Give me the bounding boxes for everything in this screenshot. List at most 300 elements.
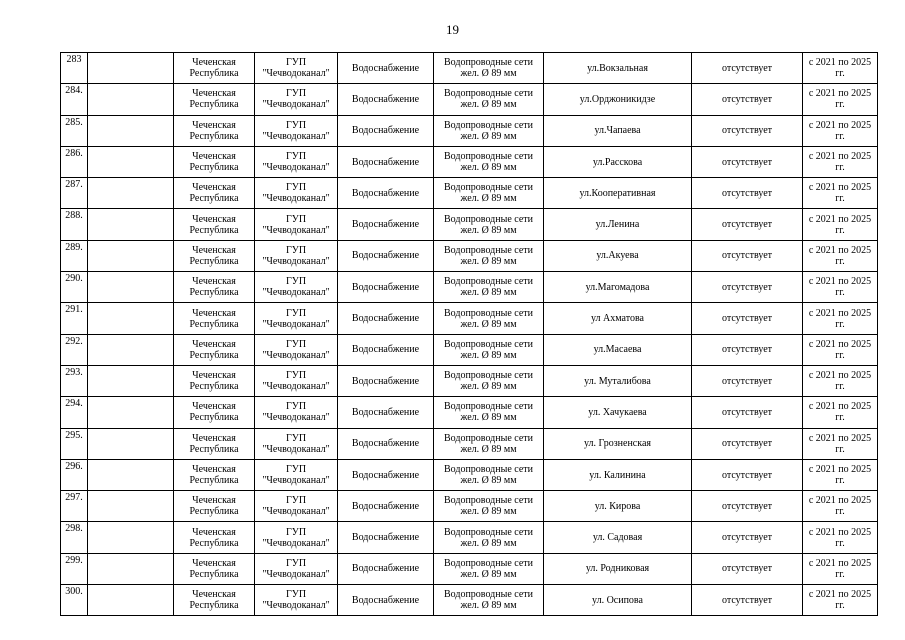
table-row <box>61 209 878 240</box>
region-cell <box>174 303 255 334</box>
row-number-cell: 294. <box>61 397 88 428</box>
region-cell <box>174 553 255 584</box>
object-line: жел. Ø 89 мм <box>460 537 517 549</box>
region-line: Чеченская <box>192 151 236 163</box>
region-line: Чеченская <box>192 88 236 100</box>
operator-cell <box>255 178 338 209</box>
period-cell <box>803 240 878 271</box>
region-line: Чеченская <box>192 464 236 475</box>
object-line: жел. Ø 89 мм <box>460 412 517 424</box>
empty-cell <box>88 272 174 303</box>
row-number-cell: 300. <box>61 585 88 616</box>
service-cell: Водоснабжение <box>338 459 434 490</box>
region-line: Чеченская <box>192 119 236 131</box>
region-cell <box>174 491 255 522</box>
period-line: с 2021 по 2025 <box>808 213 872 225</box>
region-cell <box>174 585 255 616</box>
region-cell <box>174 84 255 115</box>
service-cell: Водоснабжение <box>338 84 434 115</box>
operator-cell <box>255 522 338 553</box>
street-cell: ул.Кооперативная <box>544 178 692 209</box>
region-cell <box>174 522 255 553</box>
operator-line: "Чечводоканал" <box>262 255 330 267</box>
period-line: гг. <box>835 224 845 236</box>
region-line: Республика <box>189 568 239 580</box>
period-cell <box>803 491 878 522</box>
operator-line: "Чечводоканал" <box>262 318 330 330</box>
empty-cell <box>88 553 174 584</box>
service-cell: Водоснабжение <box>338 397 434 428</box>
operator-line: "Чечводоканал" <box>262 130 330 142</box>
period-line: с 2021 по 2025 <box>808 88 872 100</box>
service-cell: Водоснабжение <box>338 585 434 616</box>
table-row <box>61 240 878 271</box>
period-line: гг. <box>835 193 845 205</box>
row-number-cell: 283 <box>61 53 88 84</box>
table-row <box>61 53 878 84</box>
period-line: с 2021 по 2025 <box>808 307 872 319</box>
period-line: гг. <box>835 443 845 455</box>
table-row <box>61 553 878 584</box>
operator-line: "Чечводоканал" <box>262 99 330 111</box>
street-cell: ул. Грозненская <box>544 428 692 459</box>
region-cell <box>174 115 255 146</box>
status-cell: отсутствует <box>692 428 803 459</box>
service-cell: Водоснабжение <box>338 240 434 271</box>
object-line: Водопроводные сети <box>443 589 533 601</box>
region-line: Республика <box>189 224 239 236</box>
object-line: жел. Ø 89 мм <box>460 349 517 361</box>
empty-cell <box>88 84 174 115</box>
object-line: жел. Ø 89 мм <box>460 68 517 80</box>
period-line: с 2021 по 2025 <box>808 338 872 350</box>
region-line: Республика <box>189 162 239 174</box>
operator-line: "Чечводоканал" <box>262 443 330 455</box>
object-line: жел. Ø 89 мм <box>460 381 517 393</box>
period-cell <box>803 146 878 177</box>
period-cell <box>803 522 878 553</box>
operator-line: "Чечводоканал" <box>262 381 330 393</box>
operator-cell <box>255 585 338 616</box>
street-cell: ул.Ленина <box>544 209 692 240</box>
empty-cell <box>88 365 174 396</box>
operator-cell <box>255 53 338 84</box>
operator-line: "Чечводоканал" <box>262 537 330 549</box>
row-number-cell: 284. <box>61 84 88 115</box>
object-cell <box>434 397 544 428</box>
status-cell: отсутствует <box>692 178 803 209</box>
period-line: с 2021 по 2025 <box>808 464 872 475</box>
period-cell <box>803 209 878 240</box>
period-line: с 2021 по 2025 <box>808 526 872 538</box>
period-line: гг. <box>835 412 845 424</box>
object-cell <box>434 303 544 334</box>
service-cell: Водоснабжение <box>338 491 434 522</box>
row-number-cell: 286. <box>61 146 88 177</box>
operator-cell <box>255 397 338 428</box>
period-cell <box>803 428 878 459</box>
region-line: Чеченская <box>192 213 236 225</box>
empty-cell <box>88 585 174 616</box>
period-line: с 2021 по 2025 <box>808 244 872 256</box>
region-line: Республика <box>189 475 239 486</box>
street-cell: ул.Орджоникидзе <box>544 84 692 115</box>
region-line: Чеченская <box>192 401 236 413</box>
object-cell <box>434 365 544 396</box>
region-cell <box>174 146 255 177</box>
period-line: гг. <box>835 568 845 580</box>
object-line: жел. Ø 89 мм <box>460 255 517 267</box>
region-line: Чеченская <box>192 57 236 69</box>
object-cell <box>434 272 544 303</box>
object-cell <box>434 146 544 177</box>
operator-line: ГУП <box>285 88 307 100</box>
region-line: Республика <box>189 193 239 205</box>
empty-cell <box>88 459 174 490</box>
region-line: Чеченская <box>192 182 236 194</box>
period-cell <box>803 303 878 334</box>
table-row <box>61 585 878 616</box>
period-cell <box>803 84 878 115</box>
street-cell: ул.Магомадова <box>544 272 692 303</box>
row-number-cell: 298. <box>61 522 88 553</box>
region-cell <box>174 459 255 490</box>
row-number-cell: 285. <box>61 115 88 146</box>
service-cell: Водоснабжение <box>338 522 434 553</box>
status-cell: отсутствует <box>692 365 803 396</box>
object-line: жел. Ø 89 мм <box>460 224 517 236</box>
object-line: жел. Ø 89 мм <box>460 443 517 455</box>
object-cell <box>434 240 544 271</box>
operator-line: "Чечводоканал" <box>262 506 330 518</box>
period-line: гг. <box>835 349 845 361</box>
row-number-cell: 290. <box>61 272 88 303</box>
street-cell: ул.Вокзальная <box>544 53 692 84</box>
status-cell: отсутствует <box>692 115 803 146</box>
object-line: Водопроводные сети <box>443 495 533 507</box>
object-line: жел. Ø 89 мм <box>460 99 517 111</box>
region-line: Чеченская <box>192 276 236 288</box>
row-number-cell: 289. <box>61 240 88 271</box>
table-row <box>61 84 878 115</box>
operator-line: ГУП <box>285 401 307 413</box>
region-line: Чеченская <box>192 557 236 569</box>
region-line: Чеченская <box>192 526 236 538</box>
region-line: Чеченская <box>192 432 236 444</box>
table-row <box>61 428 878 459</box>
period-line: гг. <box>835 99 845 111</box>
table-row <box>61 459 878 490</box>
period-line: с 2021 по 2025 <box>808 119 872 131</box>
object-line: жел. Ø 89 мм <box>460 600 517 612</box>
status-cell: отсутствует <box>692 397 803 428</box>
object-line: Водопроводные сети <box>443 557 533 569</box>
status-cell: отсутствует <box>692 272 803 303</box>
period-line: гг. <box>835 287 845 299</box>
operator-line: ГУП <box>285 338 307 350</box>
period-cell <box>803 585 878 616</box>
empty-cell <box>88 115 174 146</box>
empty-cell <box>88 397 174 428</box>
status-cell: отсутствует <box>692 84 803 115</box>
period-cell <box>803 115 878 146</box>
object-line: Водопроводные сети <box>443 307 533 319</box>
operator-line: "Чечводоканал" <box>262 475 330 486</box>
object-cell <box>434 553 544 584</box>
region-line: Республика <box>189 255 239 267</box>
operator-line: ГУП <box>285 589 307 601</box>
object-line: Водопроводные сети <box>443 276 533 288</box>
region-line: Республика <box>189 68 239 80</box>
object-cell <box>434 459 544 490</box>
operator-cell <box>255 303 338 334</box>
status-cell: отсутствует <box>692 459 803 490</box>
service-cell: Водоснабжение <box>338 146 434 177</box>
operator-cell <box>255 334 338 365</box>
region-cell <box>174 334 255 365</box>
operator-line: "Чечводоканал" <box>262 349 330 361</box>
service-cell: Водоснабжение <box>338 272 434 303</box>
operator-line: "Чечводоканал" <box>262 600 330 612</box>
period-line: гг. <box>835 255 845 267</box>
object-line: Водопроводные сети <box>443 119 533 131</box>
operator-line: ГУП <box>285 464 307 475</box>
object-cell <box>434 491 544 522</box>
operator-cell <box>255 491 338 522</box>
object-line: Водопроводные сети <box>443 57 533 69</box>
table-row <box>61 115 878 146</box>
object-cell <box>434 585 544 616</box>
period-cell <box>803 365 878 396</box>
period-line: гг. <box>835 600 845 612</box>
operator-line: ГУП <box>285 370 307 382</box>
operator-line: "Чечводоканал" <box>262 287 330 299</box>
region-line: Республика <box>189 506 239 518</box>
object-line: жел. Ø 89 мм <box>460 506 517 518</box>
period-cell <box>803 553 878 584</box>
operator-line: ГУП <box>285 526 307 538</box>
street-cell: ул. Муталибова <box>544 365 692 396</box>
street-cell: ул Ахматова <box>544 303 692 334</box>
table-row <box>61 146 878 177</box>
table-row <box>61 334 878 365</box>
row-number-cell: 293. <box>61 365 88 396</box>
region-line: Чеченская <box>192 370 236 382</box>
object-line: Водопроводные сети <box>443 213 533 225</box>
region-line: Чеченская <box>192 495 236 507</box>
service-cell: Водоснабжение <box>338 365 434 396</box>
empty-cell <box>88 428 174 459</box>
status-cell: отсутствует <box>692 240 803 271</box>
operator-line: ГУП <box>285 182 307 194</box>
table-row <box>61 491 878 522</box>
period-line: гг. <box>835 537 845 549</box>
region-line: Республика <box>189 318 239 330</box>
service-cell: Водоснабжение <box>338 53 434 84</box>
region-cell <box>174 240 255 271</box>
object-line: жел. Ø 89 мм <box>460 130 517 142</box>
operator-line: ГУП <box>285 276 307 288</box>
row-number-cell: 299. <box>61 553 88 584</box>
period-line: с 2021 по 2025 <box>808 370 872 382</box>
object-cell <box>434 428 544 459</box>
period-cell <box>803 178 878 209</box>
operator-cell <box>255 553 338 584</box>
operator-line: "Чечводоканал" <box>262 568 330 580</box>
status-cell: отсутствует <box>692 585 803 616</box>
status-cell: отсутствует <box>692 491 803 522</box>
status-cell: отсутствует <box>692 522 803 553</box>
period-line: с 2021 по 2025 <box>808 589 872 601</box>
empty-cell <box>88 146 174 177</box>
row-number-cell: 291. <box>61 303 88 334</box>
street-cell: ул.Расскова <box>544 146 692 177</box>
status-cell: отсутствует <box>692 553 803 584</box>
period-cell <box>803 334 878 365</box>
table-row <box>61 522 878 553</box>
object-cell <box>434 53 544 84</box>
operator-cell <box>255 240 338 271</box>
status-cell: отсутствует <box>692 303 803 334</box>
object-line: жел. Ø 89 мм <box>460 287 517 299</box>
status-cell: отсутствует <box>692 53 803 84</box>
region-line: Чеченская <box>192 589 236 601</box>
object-line: Водопроводные сети <box>443 182 533 194</box>
operator-cell <box>255 84 338 115</box>
empty-cell <box>88 240 174 271</box>
region-cell <box>174 178 255 209</box>
period-line: гг. <box>835 475 845 486</box>
operator-line: ГУП <box>285 213 307 225</box>
period-line: гг. <box>835 381 845 393</box>
period-line: с 2021 по 2025 <box>808 151 872 163</box>
service-cell: Водоснабжение <box>338 428 434 459</box>
empty-cell <box>88 522 174 553</box>
empty-cell <box>88 53 174 84</box>
street-cell: ул.Масаева <box>544 334 692 365</box>
operator-line: ГУП <box>285 432 307 444</box>
object-line: жел. Ø 89 мм <box>460 568 517 580</box>
operator-line: ГУП <box>285 119 307 131</box>
period-line: гг. <box>835 130 845 142</box>
operator-line: "Чечводоканал" <box>262 193 330 205</box>
table-row <box>61 365 878 396</box>
operator-line: "Чечводоканал" <box>262 162 330 174</box>
object-cell <box>434 84 544 115</box>
table-row <box>61 272 878 303</box>
row-number-cell: 296. <box>61 459 88 490</box>
object-line: Водопроводные сети <box>443 151 533 163</box>
operator-cell <box>255 209 338 240</box>
operator-line: ГУП <box>285 495 307 507</box>
object-line: Водопроводные сети <box>443 244 533 256</box>
table-row <box>61 397 878 428</box>
region-cell <box>174 397 255 428</box>
status-cell: отсутствует <box>692 334 803 365</box>
region-line: Республика <box>189 130 239 142</box>
object-line: Водопроводные сети <box>443 401 533 413</box>
row-number-cell: 287. <box>61 178 88 209</box>
period-line: с 2021 по 2025 <box>808 276 872 288</box>
period-line: с 2021 по 2025 <box>808 401 872 413</box>
operator-cell <box>255 459 338 490</box>
operator-cell <box>255 115 338 146</box>
street-cell: ул. Родниковая <box>544 553 692 584</box>
period-cell <box>803 53 878 84</box>
object-cell <box>434 115 544 146</box>
region-line: Республика <box>189 99 239 111</box>
table-body <box>61 53 878 616</box>
street-cell: ул. Калинина <box>544 459 692 490</box>
operator-line: "Чечводоканал" <box>262 68 330 80</box>
period-line: гг. <box>835 506 845 518</box>
region-line: Республика <box>189 537 239 549</box>
region-line: Чеченская <box>192 244 236 256</box>
object-line: Водопроводные сети <box>443 526 533 538</box>
object-line: жел. Ø 89 мм <box>460 162 517 174</box>
service-cell: Водоснабжение <box>338 553 434 584</box>
operator-cell <box>255 272 338 303</box>
period-line: гг. <box>835 318 845 330</box>
region-line: Республика <box>189 412 239 424</box>
period-line: с 2021 по 2025 <box>808 557 872 569</box>
operator-line: "Чечводоканал" <box>262 224 330 236</box>
period-cell <box>803 459 878 490</box>
empty-cell <box>88 334 174 365</box>
operator-line: "Чечводоканал" <box>262 412 330 424</box>
registry-table <box>60 52 878 616</box>
period-line: гг. <box>835 68 845 80</box>
object-line: Водопроводные сети <box>443 432 533 444</box>
status-cell: отсутствует <box>692 209 803 240</box>
region-line: Республика <box>189 287 239 299</box>
period-line: с 2021 по 2025 <box>808 432 872 444</box>
operator-cell <box>255 365 338 396</box>
operator-cell <box>255 146 338 177</box>
region-line: Чеченская <box>192 307 236 319</box>
row-number-cell: 292. <box>61 334 88 365</box>
object-line: жел. Ø 89 мм <box>460 475 517 486</box>
period-cell <box>803 397 878 428</box>
object-cell <box>434 334 544 365</box>
row-number-cell: 295. <box>61 428 88 459</box>
period-line: с 2021 по 2025 <box>808 182 872 194</box>
region-line: Республика <box>189 349 239 361</box>
street-cell: ул.Акуева <box>544 240 692 271</box>
operator-line: ГУП <box>285 151 307 163</box>
region-cell <box>174 365 255 396</box>
region-cell <box>174 209 255 240</box>
status-cell: отсутствует <box>692 146 803 177</box>
region-line: Республика <box>189 381 239 393</box>
operator-line: ГУП <box>285 244 307 256</box>
page-number: 19 <box>446 22 459 37</box>
operator-line: ГУП <box>285 57 307 69</box>
region-line: Республика <box>189 600 239 612</box>
table-row <box>61 178 878 209</box>
street-cell: ул. Осипова <box>544 585 692 616</box>
object-line: жел. Ø 89 мм <box>460 193 517 205</box>
empty-cell <box>88 303 174 334</box>
street-cell: ул. Садовая <box>544 522 692 553</box>
object-line: Водопроводные сети <box>443 338 533 350</box>
object-line: Водопроводные сети <box>443 370 533 382</box>
service-cell: Водоснабжение <box>338 178 434 209</box>
period-cell <box>803 272 878 303</box>
row-number-cell: 288. <box>61 209 88 240</box>
table-row <box>61 303 878 334</box>
period-line: гг. <box>835 162 845 174</box>
